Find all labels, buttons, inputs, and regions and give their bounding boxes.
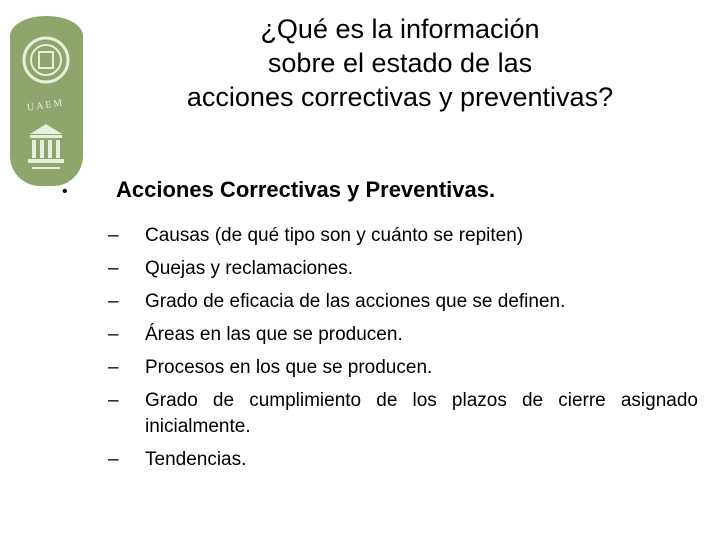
list-item-text: Causas (de qué tipo son y cuánto se repiten) xyxy=(145,225,524,246)
list-item-text: Tendencias. xyxy=(145,449,247,470)
list-item xyxy=(108,256,698,282)
list-item-text: Grado de eficacia de las acciones que se definen. xyxy=(145,291,566,312)
sub-item-list xyxy=(108,223,698,480)
dash-marker: – xyxy=(108,390,119,411)
dash-marker: – xyxy=(108,225,119,246)
list-item-text: Grado de cumplimiento de los plazos de cierre asignado inicialmente. xyxy=(145,390,698,437)
dash-marker: – xyxy=(108,449,119,470)
list-item-text: Áreas en las que se producen. xyxy=(145,324,403,345)
list-item xyxy=(108,289,698,315)
list-item xyxy=(108,355,698,381)
list-item-text: Procesos en los que se producen. xyxy=(145,357,433,378)
slide-title xyxy=(100,12,700,114)
dash-marker: – xyxy=(108,357,119,378)
uaem-emblem-icon xyxy=(10,16,83,186)
list-item xyxy=(108,447,698,473)
uaem-logo xyxy=(10,16,83,186)
bullet-marker: • xyxy=(62,183,68,200)
logo-text: UAEM xyxy=(26,97,65,114)
bullet-heading: Acciones Correctivas y Preventivas. xyxy=(116,177,496,202)
list-item xyxy=(108,322,698,348)
title-line-2: sobre el estado de las xyxy=(267,48,533,78)
title-line-3: acciones correctivas y preventivas? xyxy=(186,82,614,112)
list-item-text: Quejas y reclamaciones. xyxy=(145,258,354,279)
list-item xyxy=(108,223,698,249)
title-line-1: ¿Qué es la información xyxy=(260,14,540,44)
dash-marker: – xyxy=(108,324,119,345)
list-item xyxy=(108,388,698,440)
dash-marker: – xyxy=(108,291,119,312)
dash-marker: – xyxy=(108,258,119,279)
